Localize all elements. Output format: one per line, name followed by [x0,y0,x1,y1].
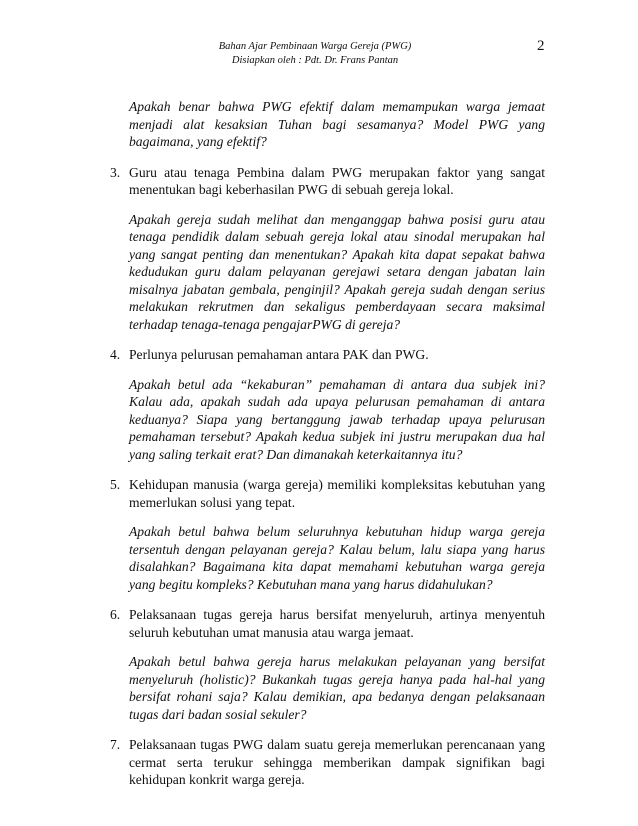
item-number: 4. [110,347,121,362]
item-number: 3. [110,164,121,180]
list-item-3 [110,164,545,199]
item-text: Kehidupan manusia (warga gereja) memiliki kompleksitas kebutuhan yang memerlukan solusi yang tepat. [129,477,545,510]
page-number: 2 [537,38,545,54]
list-item-6 [110,606,545,641]
page-header [150,40,480,68]
list-item-4 [110,346,545,364]
header-author: Disiapkan oleh : Pdt. Dr. Frans Pantan [231,55,399,66]
item-text: Pelaksanaan tugas PWG dalam suatu gereja memerlukan perencanaan yang cermat serta terukur sehingga memberikan dampak signifikan bagi kehidupan konkrit warga gereja. [129,737,545,787]
list-item-7 [110,736,545,789]
item-number: 6. [110,607,121,622]
header-title: Bahan Ajar Pembinaan Warga Gereja (PWG) [218,41,412,52]
list-item-5 [110,476,545,511]
item-text: Perlunya pelurusan pemahaman antara PAK dan PWG. [129,347,429,362]
item-question: Apakah betul bahwa belum seluruhnya kebutuhan hidup warga gereja tersentuh dengan pelayanan gereja? Kalau belum, lalu siapa yang harus disalahkan? Bagaimana kita dapat memahami kebutuhan warga gereja yang begitu kompleks? Kebutuhan mana yang harus didahulukan? [129,524,545,592]
item-text: Guru atau tenaga Pembina dalam PWG merupakan faktor yang sangat menentukan bagi keberhasilan PWG di sebuah gereja lokal. [129,164,545,197]
item-number: 5. [110,477,121,492]
item-question: Apakah betul bahwa gereja harus melakukan pelayanan yang bersifat menyeluruh (holistic)? Bukankah tugas gereja hanya pada hal-hal yang bersifat rohani saja? Kalau demikian, apa bedanya dengan pelaksanaan tugas dari badan sosial sekuler? [129,654,545,722]
intro-question: Apakah benar bahwa PWG efektif dalam memampukan warga jemaat menjadi alat kesaksian Tuhan bagi sesamanya? Model PWG yang bagaimana, yang efektif? [129,99,545,149]
item-text: Pelaksanaan tugas gereja harus bersifat menyeluruh, artinya menyentuh seluruh kebutuhan umat manusia atau warga jemaat. [129,607,545,640]
item-question: Apakah betul ada “kekaburan” pemahaman di antara dua subjek ini? Kalau ada, apakah sudah ada upaya pelurusan pemahaman di antara keduanya? Siapa yang bertanggung jawab terhadap upaya pelurusan pemahaman tersebut? Apakah kedua subjek ini justru merupakan dua hal yang saling terkait erat? Dan dimanakah keterkaitannya itu? [129,376,545,462]
document-body [110,98,545,789]
item-number: 7. [110,737,121,752]
item-question: Apakah gereja sudah melihat dan menganggap bahwa posisi guru atau tenaga pendidik dalam sebuah gereja lokal atau sinodal merupakan hal yang sangat penting dan menentukan? Apakah kita dapat sepakat bahwa kedudukan guru dalam pelayanan gerejawi setara dengan jabatan lain misalnya jabatan gembala, penginjil? Apakah gereja sudah dengan serius melakukan rekrutmen dan sekaligus pemberdayaan secara maksimal terhadap tenaga-tenaga pengajarPWG di gereja? [129,211,545,332]
